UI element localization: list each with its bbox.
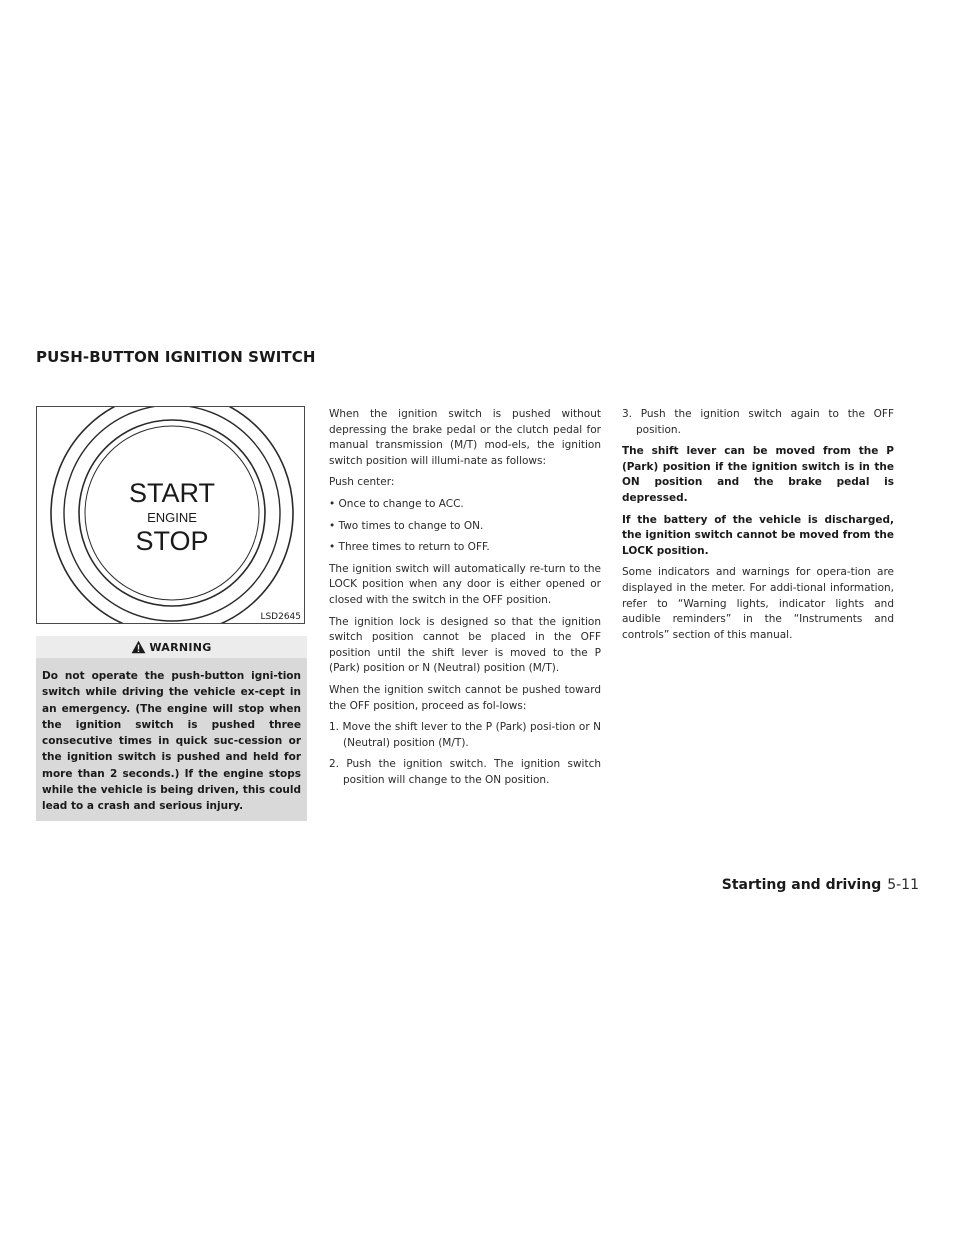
list-item: • Once to change to ACC. [329,497,464,510]
list-item: 2. Push the ignition switch. The ignition switch position will change to the ON position. [329,758,601,786]
section-heading: PUSH-BUTTON IGNITION SWITCH [36,348,316,366]
paragraph: When the ignition switch is pushed without depressing the brake pedal or the clutch pedal for manual transmission (M/T) mod-els, the ignition switch position will illumi-nate as follows: [329,408,601,467]
paragraph: The ignition switch will automatically re-turn to the LOCK position when any door is either opened or closed with the switch in the OFF position. [329,562,601,606]
figure-code: LSD2645 [260,612,301,622]
list-item: • Two times to change to ON. [329,519,484,532]
button-label-engine: ENGINE [147,510,197,525]
warning-header [36,636,307,658]
paragraph: Push center: [329,476,395,489]
column-2 [329,407,601,794]
ignition-switch-figure [36,406,305,624]
column-3 [622,407,894,649]
bullet-list [329,497,601,556]
steps-list [622,407,894,438]
page-number: 5-11 [887,877,919,893]
page-footer [722,877,919,893]
button-label-stop: STOP [135,526,209,556]
button-label-start: START [128,478,216,508]
steps-list [329,720,601,788]
list-item: • Three times to return to OFF. [329,541,490,554]
ignition-button-illustration [37,407,305,624]
bold-note: The shift lever can be moved from the P (Park) position if the ignition switch is in the ON position and the brake pedal is depressed. [622,445,894,504]
paragraph: When the ignition switch cannot be pushed toward the OFF position, proceed as fol-lows: [329,683,601,712]
footer-section-title: Starting and driving [721,877,882,893]
bold-note: If the battery of the vehicle is discharged, the ignition switch cannot be moved from the LOCK position. [622,513,894,557]
paragraph: Some indicators and warnings for opera-tion are displayed in the meter. For addi-tional information, refer to “Warning lights, indicator lights and audible reminders” in the “Instruments and controls” section of this manual. [622,566,894,641]
warning-triangle-icon [131,640,146,654]
list-item: 1. Move the shift lever to the P (Park) posi-tion or N (Neutral) position (M/T). [329,721,601,749]
warning-box [36,636,307,821]
warning-title: WARNING [149,640,212,654]
list-item: 3. Push the ignition switch again to the OFF position. [622,408,894,436]
warning-text: Do not operate the push-button igni-tion switch while driving the vehicle ex-cept in an emergency. (The engine will stop when the ignition switch is pushed three consecutive times in quick suc-cession or the ignition switch is pushed and held for more than 2 seconds.) If the engine stops while the vehicle is being driven, this could lead to a crash and serious injury. [42,670,301,813]
paragraph: The ignition lock is designed so that the ignition switch position cannot be placed in the OFF position until the shift lever is moved to the P (Park) position or N (Neutral) position (M/T). [329,615,601,675]
